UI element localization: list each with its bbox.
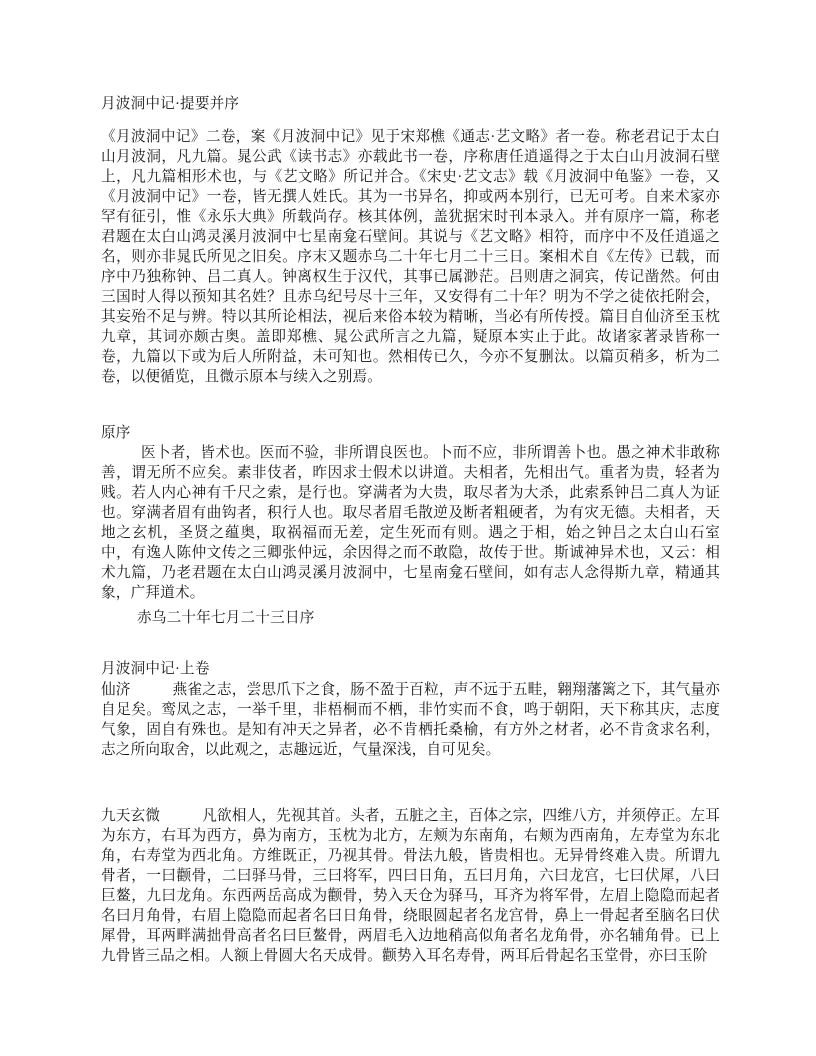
preface-heading: 原序 [101,425,131,441]
volume-heading: 月波洞中记·上卷 [101,661,210,677]
preface-date-line: 赤乌二十年七月二十三日序 [137,610,315,626]
section-label-xianji: 仙济 [101,682,131,698]
document-title: 月波洞中记·提要并序 [101,96,240,112]
section-label-jiutianxuanwei: 九天玄微 [101,808,161,824]
section-xianji [101,680,720,760]
section-body-jiutianxuanwei: 凡欲相人，先视其首。头者，五脏之主，百体之宗，四维八方，并须停正。左耳为东方，右耳为西方，鼻为南方，玉枕为北方，左颊为东南角，右颊为西南角，左寿堂为东北角，右寿堂为西北角。方维既正，乃视其骨。骨法九般，皆贵相也。无异骨终难入贵。所谓九骨者，一曰颧骨，二曰驿马骨，三曰将军，四曰日角，五曰月角，六曰龙宫，七曰伏犀，八曰巨鳌，九曰龙角。东西两岳高成为颧骨，势入天仓为驿马，耳齐为将军骨，左眉上隐隐而起者名曰月角骨，右眉上隐隐而起者名曰日角骨，绕眼圆起者名龙宫骨，鼻上一骨起者至脑名曰伏犀骨，耳两畔满拙骨高者名曰巨鳌骨，两眉毛入边地稍高似角者名龙角骨，亦名辅角骨。已上九骨皆三品之相。人额上骨圆大名天成骨。颧势入耳名寿骨，两耳后骨起名玉堂骨，亦曰玉阶 [101,808,720,964]
abstract-paragraph: 《月波洞中记》二卷，案《月波洞中记》见于宋郑樵《通志·艺文略》者一卷。称老君记于太白山月波洞，凡九篇。晁公武《读书志》亦载此书一卷，序称唐任逍遥得之于太白山月波洞石壁上，凡九篇相形术也，与《艺文略》所记并合。《宋史·艺文志》载《月波洞中龟鉴》一卷，又《月波洞中记》一卷，皆无撰人姓氏。其为一书异名，抑或两本别行，已无可考。自来术家亦罕有征引，惟《永乐大典》所载尚存。核其体例，盖犹据宋时刊本录入。并有原序一篇，称老君题在太白山鸿灵溪月波洞中七星南龛石壁间。其说与《艺文略》相符，而序中不及任逍遥之名，则亦非晁氏所见之旧矣。序末又题赤乌二十年七月二十三日。案相术自《左传》已载，而序中乃独称钟、吕二真人。钟离权生于汉代，其事已属渺茫。吕则唐之洞宾，传记凿然。何由三国时人得以预知其名姓？且赤乌纪号尽十三年，又安得有二十年？明为不学之徒依托附会，其妄殆不足与辨。特以其所论相法，视后来俗本较为精晰，当必有所传授。篇目自仙济至玉枕九章，其词亦颇古奥。盖即郑樵、晁公武所言之九篇，疑原本实止于此。故诸家著录皆称一卷，九篇以下或为后人所附益，未可知也。然相传已久，今亦不复删汰。以篇页稍多，析为二卷，以便循览，且微示原本与续入之别焉。 [101,129,720,385]
preface-paragraph: 医卜者，皆术也。医而不验，非所谓良医也。卜而不应，非所谓善卜也。愚之神术非敢称善，谓无所不应矣。素非伎者，昨因求士假术以讲道。夫相者，先相出气。重者为贵，轻者为贱。若人内心神有千尺之索，是行也。穿满者为大贵，取尽者为大杀，此索系钟吕二真人为证也。穿满者眉有曲钩者，积行人也。取尽者眉毛散逆及断者粗硬者，为有灾无德。夫相者，天地之玄机，圣贤之蕴奥，取祸福而无差，定生死而有则。遇之于相，始之钟吕之太白山石室中，有逸人陈仲文传之三卿张仲远，余因得之而不敢隐，故传于世。斯诚神异术也，又云：相术九篇，乃老君题在太白山鸿灵溪月波洞中，七星南龛石壁间，如有志人念得斯九章，精通其象，广拜道术。 [101,445,720,601]
section-body-xianji: 燕雀之志，尝思爪下之食，肠不盈于百粒，声不远于五畦，翱翔藩篱之下，其气量亦自足矣。鸾凤之志，一举千里，非梧桐而不栖，非竹实而不食，鸣于朝阳，天下称其庆，志度气象，固自有殊也。是知有冲天之异者，必不肯栖托桑榆，有方外之材者，必不肯贪求名利，志之所向取舍，以此观之，志趣远近，气量深浅，自可见矣。 [101,682,720,758]
section-jiutianxuanwei [101,806,720,966]
